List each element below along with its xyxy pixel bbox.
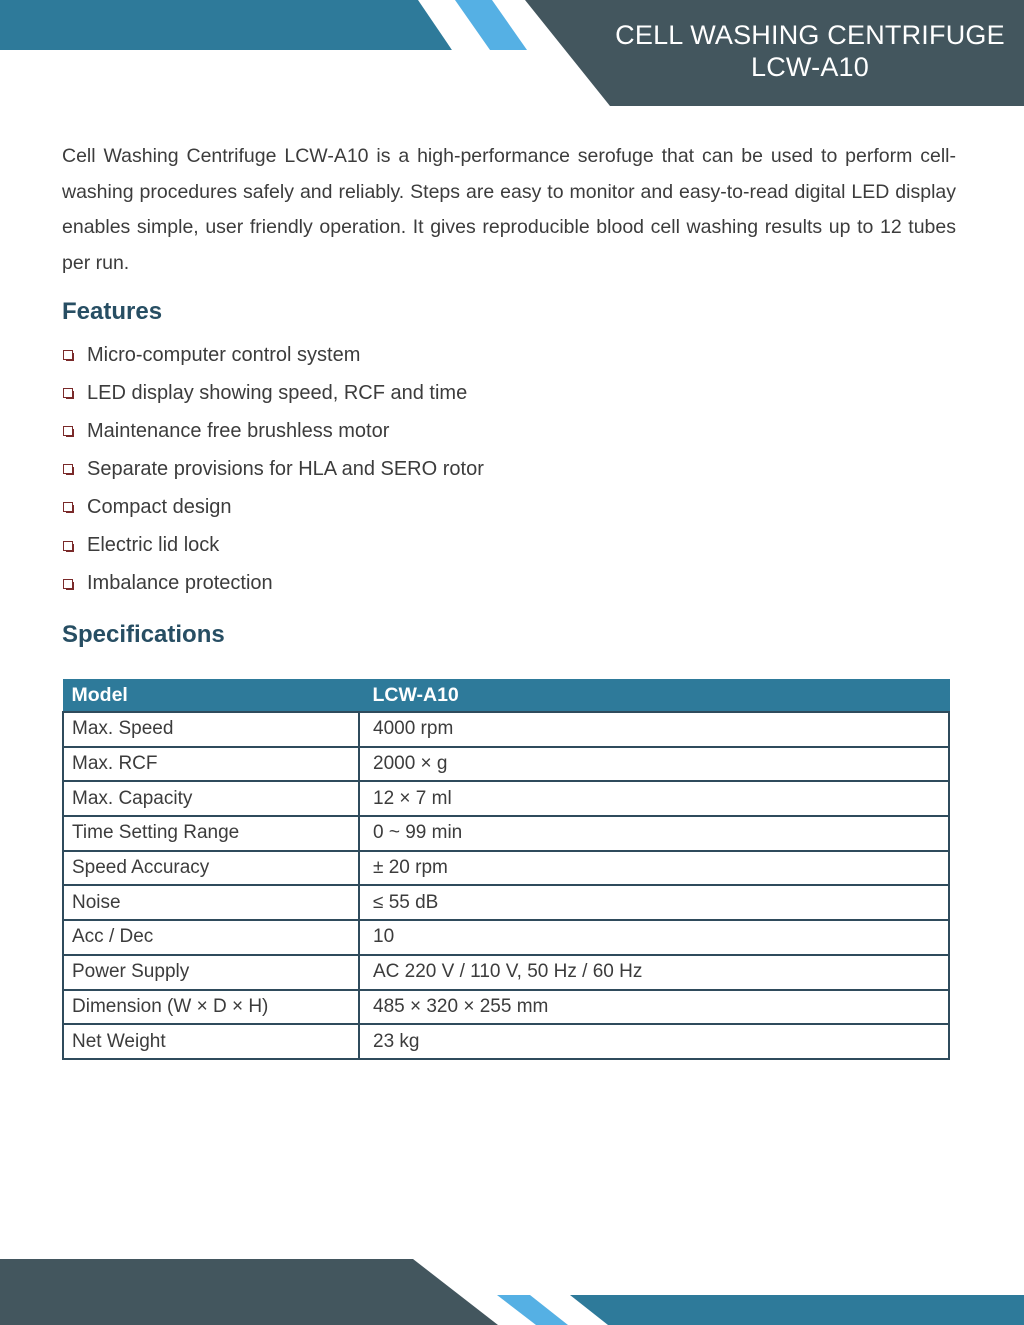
feature-item [62, 565, 484, 603]
checkbox-bullet-icon [63, 426, 73, 436]
table-row [63, 712, 949, 747]
table-row [63, 920, 949, 955]
table-header-row [63, 680, 949, 713]
spec-value: 10 [359, 920, 949, 955]
feature-label: Maintenance free brushless motor [87, 419, 390, 442]
column-header-model: Model [63, 680, 359, 713]
spec-value: 0 ~ 99 min [359, 816, 949, 851]
feature-label: Separate provisions for HLA and SERO rotor [87, 457, 484, 480]
document-title [600, 19, 1020, 83]
feature-label: Micro-computer control system [87, 343, 361, 366]
checkbox-bullet-icon [63, 464, 73, 474]
spec-label: Max. Speed [63, 712, 359, 747]
checkbox-bullet-icon [63, 579, 73, 589]
spec-value: ≤ 55 dB [359, 885, 949, 920]
feature-label: Imbalance protection [87, 572, 273, 595]
feature-list [62, 336, 484, 603]
feature-label: Electric lid lock [87, 534, 220, 557]
spec-value: ± 20 rpm [359, 851, 949, 886]
specifications-table [62, 679, 950, 1060]
spec-label: Speed Accuracy [63, 851, 359, 886]
checkbox-bullet-icon [63, 388, 73, 398]
spec-label: Time Setting Range [63, 816, 359, 851]
feature-label: Compact design [87, 495, 232, 518]
table-row [63, 781, 949, 816]
spec-label: Dimension (W × D × H) [63, 990, 359, 1025]
spec-value: 23 kg [359, 1024, 949, 1059]
feature-item [62, 412, 484, 450]
footer-decoration [0, 1259, 1024, 1325]
spec-label: Noise [63, 885, 359, 920]
checkbox-bullet-icon [63, 541, 73, 551]
feature-item [62, 526, 484, 564]
table-row [63, 851, 949, 886]
spec-value: 2000 × g [359, 747, 949, 782]
specifications-heading: Specifications [62, 621, 225, 648]
feature-item [62, 450, 484, 488]
spec-label: Acc / Dec [63, 920, 359, 955]
feature-item [62, 488, 484, 526]
spec-label: Max. Capacity [63, 781, 359, 816]
table-row [63, 955, 949, 990]
table-row [63, 747, 949, 782]
intro-paragraph: Cell Washing Centrifuge LCW-A10 is a high-performance serofuge that can be used to perform cell-washing procedures safely and reliably. Steps are easy to monitor and easy-to-read digital LED display enables simple, user friendly operation. It gives reproducible blood cell washing results up to 12 tubes per run. [62, 145, 956, 274]
checkbox-bullet-icon [63, 350, 73, 360]
spec-label: Net Weight [63, 1024, 359, 1059]
feature-item [62, 336, 484, 374]
spec-value: 4000 rpm [359, 712, 949, 747]
spec-label: Max. RCF [63, 747, 359, 782]
table-row [63, 1024, 949, 1059]
feature-item [62, 374, 484, 412]
table-row [63, 816, 949, 851]
title-line-2: LCW-A10 [751, 52, 869, 82]
spec-value: 485 × 320 × 255 mm [359, 990, 949, 1025]
column-header-value: LCW-A10 [359, 680, 949, 713]
table-row [63, 885, 949, 920]
feature-label: LED display showing speed, RCF and time [87, 381, 468, 404]
spec-label: Power Supply [63, 955, 359, 990]
spec-value: 12 × 7 ml [359, 781, 949, 816]
spec-value: AC 220 V / 110 V, 50 Hz / 60 Hz [359, 955, 949, 990]
table-row [63, 990, 949, 1025]
features-heading: Features [62, 298, 163, 325]
checkbox-bullet-icon [63, 502, 73, 512]
title-line-1: CELL WASHING CENTRIFUGE [615, 20, 1005, 50]
